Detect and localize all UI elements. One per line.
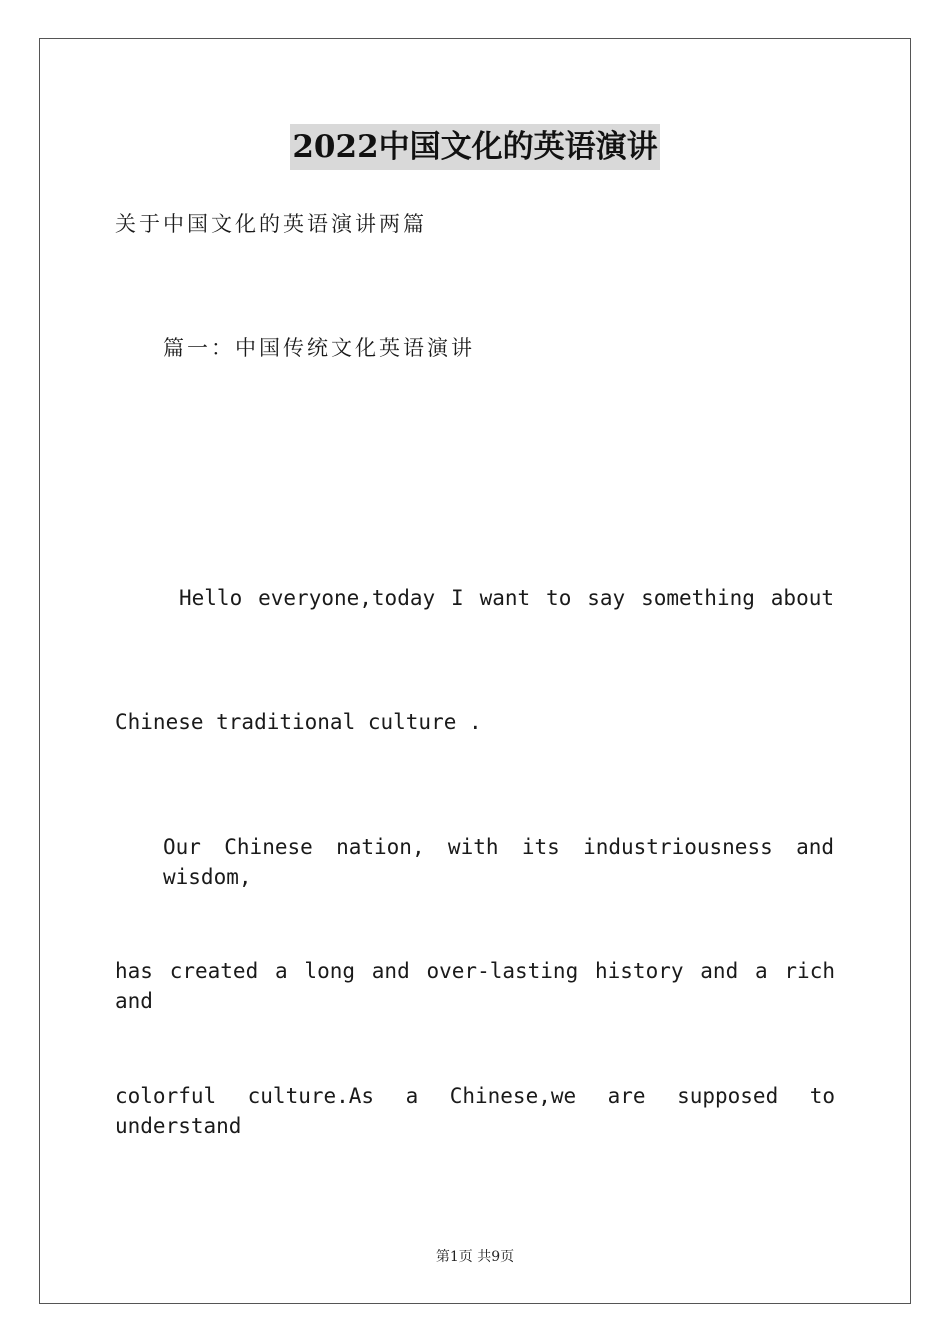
body-line-1: Hello everyone,today I want to say something about [179, 586, 834, 610]
title-container [0, 124, 950, 170]
page-number-footer: 第1页 共9页 [435, 1249, 515, 1265]
section-heading: 篇一：中国传统文化英语演讲 [163, 336, 475, 360]
document-subtitle: 关于中国文化的英语演讲两篇 [115, 212, 427, 236]
body-line-4: has created a long and over-lasting history and a rich and [115, 959, 835, 1013]
body-line-3: Our Chinese nation, with its industriousness and wisdom, [163, 835, 834, 889]
body-line-2: Chinese traditional culture . [115, 710, 482, 734]
body-line-5: colorful culture.As a Chinese,we are supposed to understand [115, 1084, 835, 1138]
document-title: 2022中国文化的英语演讲 [290, 124, 659, 170]
